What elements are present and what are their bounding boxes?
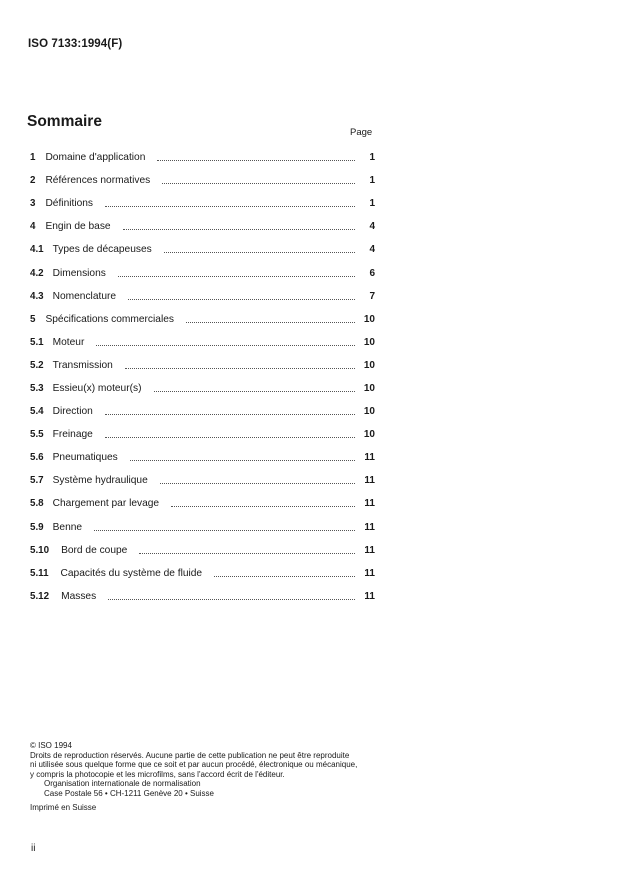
toc-leader-dots — [130, 460, 355, 461]
toc-entry-number: 3 — [30, 198, 36, 210]
toc-entry-label: Essieu(x) moteur(s) — [52, 382, 142, 394]
rights-reserved-text: ni utilisée sous quelque forme que ce soit et par aucun procédé, électronique ou mécanique, — [30, 760, 358, 770]
toc-entry — [30, 539, 375, 562]
toc-entry-number: 5.8 — [30, 498, 44, 510]
toc-entry — [30, 423, 375, 446]
toc-entry — [30, 400, 375, 423]
toc-entry-number: 5.1 — [30, 336, 44, 348]
toc-entry — [30, 492, 375, 515]
toc-entry-label: Spécifications commerciales — [45, 313, 174, 325]
toc-entry-number: 4 — [30, 221, 36, 233]
printed-in-text: Imprimé en Suisse — [30, 802, 97, 812]
toc-leader-dots — [94, 530, 355, 531]
toc-entry-page: 1 — [369, 175, 375, 187]
toc-entry-page: 10 — [363, 313, 375, 325]
toc-leader-dots — [128, 299, 355, 300]
toc-entry — [30, 562, 375, 585]
toc-leader-dots — [105, 206, 355, 207]
toc-leader-dots — [171, 506, 355, 507]
toc-entry — [30, 169, 375, 192]
toc-leader-dots — [164, 252, 355, 253]
toc-entry-number: 5.9 — [30, 521, 44, 533]
table-of-contents — [30, 146, 375, 608]
toc-entry-number: 5.7 — [30, 475, 44, 487]
toc-entry — [30, 516, 375, 539]
toc-leader-dots — [123, 229, 355, 230]
toc-entry-number: 5.2 — [30, 359, 44, 371]
toc-leader-dots — [160, 483, 355, 484]
toc-entry-label: Direction — [52, 406, 93, 418]
toc-entry-number: 5.4 — [30, 406, 44, 418]
standard-identifier: ISO 7133:1994(F) — [28, 38, 123, 50]
toc-entry-page: 11 — [364, 452, 375, 464]
toc-entry — [30, 192, 375, 215]
toc-entry-label: Capacités du système de fluide — [60, 567, 203, 579]
toc-title: Sommaire — [27, 113, 102, 130]
toc-entry-label: Références normatives — [45, 175, 151, 187]
toc-entry-label: Chargement par levage — [52, 498, 160, 510]
toc-leader-dots — [125, 368, 355, 369]
toc-entry — [30, 377, 375, 400]
toc-entry-label: Engin de base — [45, 221, 111, 233]
toc-entry-page: 11 — [364, 521, 375, 533]
toc-entry-number: 5.5 — [30, 429, 44, 441]
toc-leader-dots — [105, 414, 355, 415]
toc-entry-page: 11 — [364, 498, 375, 510]
toc-entry-number: 5.3 — [30, 382, 44, 394]
toc-entry-page: 4 — [369, 221, 375, 233]
toc-entry-label: Moteur — [52, 336, 85, 348]
toc-entry-label: Transmission — [52, 359, 113, 371]
copyright-line: © ISO 1994 — [30, 741, 72, 750]
toc-entry-label: Domaine d'application — [45, 152, 146, 164]
toc-entry — [30, 469, 375, 492]
toc-entry-page: 11 — [364, 590, 375, 602]
toc-entry-page: 4 — [369, 244, 375, 256]
toc-entry-label: Benne — [52, 521, 83, 533]
toc-entry-number: 5.11 — [30, 567, 49, 579]
toc-entry-label: Nomenclature — [52, 290, 117, 302]
toc-entry-page: 11 — [364, 567, 375, 579]
toc-leader-dots — [186, 322, 355, 323]
toc-entry-label: Freinage — [52, 429, 93, 441]
toc-entry-number: 2 — [30, 175, 36, 187]
toc-entry-page: 7 — [369, 290, 375, 302]
toc-entry — [30, 308, 375, 331]
toc-entry — [30, 146, 375, 169]
toc-entry-label: Dimensions — [52, 267, 106, 279]
organization-name: Organisation internationale de normalisation — [44, 779, 201, 789]
toc-entry-number: 5.12 — [30, 590, 50, 602]
toc-entry-number: 4.2 — [30, 267, 44, 279]
rights-reserved-text: Droits de reproduction réservés. Aucune partie de cette publication ne peut être reproduite — [30, 750, 350, 760]
toc-entry — [30, 585, 375, 608]
toc-entry — [30, 446, 375, 469]
copyright-notice — [30, 741, 400, 812]
toc-leader-dots — [157, 160, 355, 161]
toc-leader-dots — [214, 576, 355, 577]
toc-entry-page: 10 — [363, 359, 375, 371]
page-number: ii — [31, 843, 36, 854]
organization-address: Case Postale 56 • CH-1211 Genève 20 • Suisse — [44, 788, 214, 798]
toc-entry-number: 5 — [30, 313, 36, 325]
page-column-label: Page — [350, 127, 373, 138]
toc-entry-label: Système hydraulique — [52, 475, 148, 487]
toc-entry-label: Définitions — [45, 198, 94, 210]
toc-entry-page: 10 — [363, 429, 375, 441]
toc-entry-page: 10 — [363, 336, 375, 348]
toc-entry — [30, 354, 375, 377]
toc-entry-page: 1 — [369, 152, 375, 164]
rights-reserved-text: y compris la photocopie et les microfilms, sans l'accord écrit de l'éditeur. — [30, 769, 285, 779]
toc-entry — [30, 285, 375, 308]
toc-entry-page: 6 — [369, 267, 375, 279]
toc-leader-dots — [154, 391, 356, 392]
toc-leader-dots — [108, 599, 355, 600]
toc-entry-number: 5.6 — [30, 452, 44, 464]
toc-entry-page: 1 — [369, 198, 375, 210]
toc-entry-label: Bord de coupe — [61, 544, 128, 556]
toc-entry-label: Types de décapeuses — [52, 244, 152, 256]
toc-leader-dots — [118, 276, 355, 277]
toc-entry-label: Pneumatiques — [52, 452, 118, 464]
toc-leader-dots — [105, 437, 355, 438]
toc-entry — [30, 331, 375, 354]
toc-entry-page: 11 — [364, 544, 375, 556]
toc-leader-dots — [96, 345, 355, 346]
toc-leader-dots — [162, 183, 355, 184]
toc-leader-dots — [139, 553, 355, 554]
toc-entry-number: 4.1 — [30, 244, 44, 256]
toc-entry-number: 4.3 — [30, 290, 44, 302]
toc-entry-page: 10 — [363, 382, 375, 394]
toc-entry-number: 5.10 — [30, 544, 50, 556]
toc-entry — [30, 261, 375, 284]
toc-entry — [30, 238, 375, 261]
toc-entry — [30, 215, 375, 238]
toc-entry-label: Masses — [61, 590, 97, 602]
toc-entry-page: 10 — [363, 406, 375, 418]
toc-entry-number: 1 — [30, 152, 36, 164]
toc-entry-page: 11 — [364, 475, 375, 487]
